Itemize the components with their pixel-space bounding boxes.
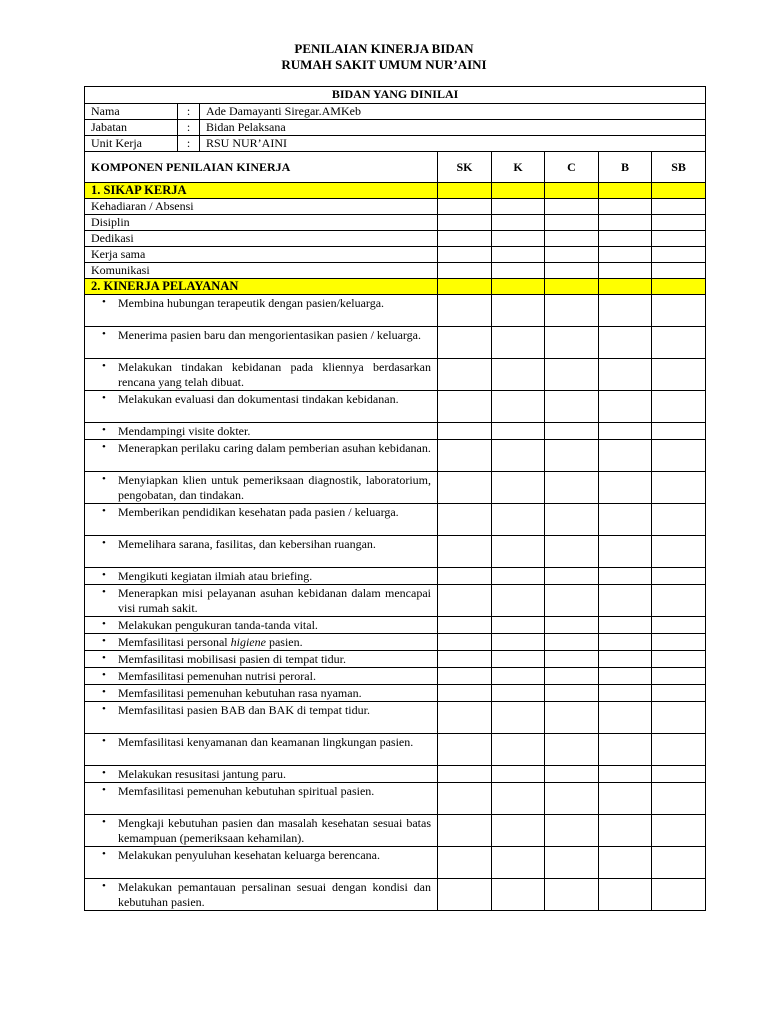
criterion-score-sb[interactable]	[652, 231, 706, 247]
criterion-score-sb[interactable]	[652, 423, 706, 440]
table-row	[85, 423, 706, 440]
section-sikap-kerja-score-cell	[438, 183, 492, 199]
section-sikap-kerja-score-cell	[599, 183, 652, 199]
criterion-score-c[interactable]	[545, 568, 599, 585]
criterion-cell	[85, 634, 438, 651]
criterion-cell	[85, 536, 438, 568]
table-row	[85, 440, 706, 472]
criterion-cell	[85, 391, 438, 423]
criterion-score-sk[interactable]	[438, 472, 492, 504]
assessed-midwife-header: BIDAN YANG DINILAI	[85, 87, 706, 104]
criterion-cell	[85, 879, 438, 911]
criterion-score-sb[interactable]	[652, 617, 706, 634]
bullet-icon: •	[102, 505, 106, 517]
table-row	[85, 847, 706, 879]
section-kinerja-pelayanan-score-cell	[652, 279, 706, 295]
criterion-score-c[interactable]	[545, 585, 599, 617]
criterion-score-sk[interactable]	[438, 423, 492, 440]
criterion-score-sb[interactable]	[652, 702, 706, 734]
criterion-score-sk[interactable]	[438, 199, 492, 215]
criterion-cell	[85, 440, 438, 472]
criterion-score-sb[interactable]	[652, 734, 706, 766]
bullet-icon: •	[102, 441, 106, 453]
criterion-score-b[interactable]	[599, 231, 652, 247]
criterion-score-sb[interactable]	[652, 440, 706, 472]
bullet-icon: •	[102, 296, 106, 308]
table-row	[85, 734, 706, 766]
criterion-label: Memfasilitasi pasien BAB dan BAK di tempat tidur.	[118, 703, 370, 717]
section-kinerja-pelayanan-score-cell	[599, 279, 652, 295]
criterion-score-k[interactable]	[492, 327, 545, 359]
criterion-score-k[interactable]	[492, 634, 545, 651]
criterion-score-k[interactable]	[492, 504, 545, 536]
bullet-icon: •	[102, 586, 106, 598]
criterion-score-sb[interactable]	[652, 685, 706, 702]
criterion-score-sb[interactable]	[652, 568, 706, 585]
table-row	[85, 668, 706, 685]
criterion-score-c[interactable]	[545, 199, 599, 215]
criterion-score-sk[interactable]	[438, 536, 492, 568]
document-subtitle: RUMAH SAKIT UMUM NUR’AINI	[281, 57, 487, 72]
criterion-score-c[interactable]	[545, 231, 599, 247]
criterion-score-b[interactable]	[599, 215, 652, 231]
criterion-score-b[interactable]	[599, 423, 652, 440]
criterion-score-b[interactable]	[599, 568, 652, 585]
criterion-label: Memfasilitasi pemenuhan kebutuhan spiritual pasien.	[118, 784, 375, 798]
position-value: Bidan Pelaksana	[200, 120, 706, 136]
criterion-score-sk[interactable]	[438, 651, 492, 668]
criterion-cell	[85, 668, 438, 685]
position-label: Jabatan	[85, 120, 178, 136]
criterion-score-c[interactable]	[545, 783, 599, 815]
criterion-score-c[interactable]	[545, 359, 599, 391]
criterion-label: Memfasilitasi personal	[118, 635, 231, 649]
bullet-icon: •	[102, 735, 106, 747]
criterion-label: Menerapkan perilaku caring dalam pemberian asuhan kebidanan.	[118, 441, 431, 455]
work-unit-separator: :	[178, 136, 200, 152]
table-row	[85, 879, 706, 911]
criterion-score-sk[interactable]	[438, 634, 492, 651]
criterion-score-b[interactable]	[599, 685, 652, 702]
criterion-score-k[interactable]	[492, 247, 545, 263]
criterion-score-sk[interactable]	[438, 215, 492, 231]
section-kinerja-pelayanan-score-cell	[545, 279, 599, 295]
criterion-score-sk[interactable]	[438, 766, 492, 783]
bullet-icon: •	[102, 392, 106, 404]
table-row	[85, 617, 706, 634]
criterion-score-sk[interactable]	[438, 504, 492, 536]
criterion-cell	[85, 472, 438, 504]
criterion-score-b[interactable]	[599, 391, 652, 423]
bullet-icon: •	[102, 569, 106, 581]
criterion-score-sb[interactable]	[652, 263, 706, 279]
table-row	[85, 391, 706, 423]
criterion-score-c[interactable]	[545, 423, 599, 440]
criterion-cell	[85, 359, 438, 391]
criterion-score-k[interactable]	[492, 879, 545, 911]
criterion-label: Melakukan pengukuran tanda-tanda vital.	[118, 618, 318, 632]
criterion-label: Menerima pasien baru dan mengorientasikan pasien / keluarga.	[118, 328, 422, 342]
criterion-cell	[85, 651, 438, 668]
table-row	[85, 634, 706, 651]
bullet-icon: •	[102, 424, 106, 436]
criterion-score-sk[interactable]	[438, 440, 492, 472]
criterion-score-c[interactable]	[545, 472, 599, 504]
component-header: KOMPONEN PENILAIAN KINERJA	[85, 152, 438, 183]
score-header-b: B	[599, 152, 652, 183]
criterion-score-b[interactable]	[599, 440, 652, 472]
section-sikap-kerja-row	[85, 183, 706, 199]
table-row	[85, 815, 706, 847]
criterion-score-c[interactable]	[545, 617, 599, 634]
criterion-score-sb[interactable]	[652, 847, 706, 879]
criterion-label: Melakukan tindakan kebidanan pada kliennya berdasarkan rencana yang telah dibuat.	[118, 360, 431, 389]
criterion-cell	[85, 568, 438, 585]
position-separator: :	[178, 120, 200, 136]
criterion-score-sk[interactable]	[438, 247, 492, 263]
criterion-label: Mendampingi visite dokter.	[118, 424, 251, 438]
criterion-label: Menyiapkan klien untuk pemeriksaan diagnostik, laboratorium, pengobatan, dan tindakan.	[118, 473, 431, 502]
criterion-score-b[interactable]	[599, 734, 652, 766]
bullet-icon: •	[102, 618, 106, 630]
criterion-score-sb[interactable]	[652, 668, 706, 685]
criterion-score-sk[interactable]	[438, 847, 492, 879]
criterion-score-sk[interactable]	[438, 685, 492, 702]
criterion-score-sk[interactable]	[438, 391, 492, 423]
work-unit-value: RSU NUR’AINI	[200, 136, 706, 152]
criterion-score-sb[interactable]	[652, 815, 706, 847]
bullet-icon: •	[102, 473, 106, 485]
score-header-c: C	[545, 152, 599, 183]
bullet-icon: •	[102, 816, 106, 828]
criterion-score-sb[interactable]	[652, 536, 706, 568]
criterion-score-b[interactable]	[599, 783, 652, 815]
criterion-label: Memfasilitasi kenyamanan dan keamanan lingkungan pasien.	[118, 735, 414, 749]
criterion-cell	[85, 847, 438, 879]
criterion-score-c[interactable]	[545, 847, 599, 879]
bullet-icon: •	[102, 537, 106, 549]
criterion-score-c[interactable]	[545, 668, 599, 685]
criterion-score-k[interactable]	[492, 295, 545, 327]
bullet-icon: •	[102, 784, 106, 796]
criterion-label: Memfasilitasi mobilisasi pasien di tempat tidur.	[118, 652, 346, 666]
bullet-icon: •	[102, 848, 106, 860]
criterion-score-sk[interactable]	[438, 359, 492, 391]
criterion-score-b[interactable]	[599, 504, 652, 536]
criterion-score-k[interactable]	[492, 585, 545, 617]
table-row	[85, 651, 706, 668]
criterion-score-sk[interactable]	[438, 263, 492, 279]
criterion-score-sk[interactable]	[438, 568, 492, 585]
table-row	[85, 231, 706, 247]
criterion-cell	[85, 815, 438, 847]
criterion-score-c[interactable]	[545, 440, 599, 472]
table-row	[85, 295, 706, 327]
criterion-score-c[interactable]	[545, 766, 599, 783]
table-row	[85, 766, 706, 783]
criterion-cell	[85, 585, 438, 617]
criterion-label: pasien.	[265, 635, 303, 649]
criterion-score-k[interactable]	[492, 359, 545, 391]
criterion-score-sb[interactable]	[652, 247, 706, 263]
criterion-score-k[interactable]	[492, 815, 545, 847]
criterion-score-k[interactable]	[492, 685, 545, 702]
criterion-score-sb[interactable]	[652, 651, 706, 668]
criterion-cell	[85, 783, 438, 815]
criterion-label: Memfasilitasi pemenuhan nutrisi peroral.	[118, 669, 316, 683]
criterion-score-sb[interactable]	[652, 634, 706, 651]
criterion-score-k[interactable]	[492, 651, 545, 668]
criterion-score-k[interactable]	[492, 668, 545, 685]
criterion-score-k[interactable]	[492, 215, 545, 231]
table-row	[85, 215, 706, 231]
criterion-score-c[interactable]	[545, 702, 599, 734]
criterion-score-sb[interactable]	[652, 391, 706, 423]
criterion-score-k[interactable]	[492, 231, 545, 247]
table-row	[85, 585, 706, 617]
criterion-score-b[interactable]	[599, 263, 652, 279]
criterion-label: Melakukan penyuluhan kesehatan keluarga berencana.	[118, 848, 380, 862]
score-header-sk: SK	[438, 152, 492, 183]
criterion-score-sb[interactable]	[652, 359, 706, 391]
table-row	[85, 263, 706, 279]
criterion-score-c[interactable]	[545, 391, 599, 423]
criterion-score-sb[interactable]	[652, 327, 706, 359]
criterion-score-c[interactable]	[545, 734, 599, 766]
criterion-label-emphasis: higiene	[230, 635, 266, 649]
criterion-score-sb[interactable]	[652, 199, 706, 215]
criterion-score-k[interactable]	[492, 199, 545, 215]
criterion-score-k[interactable]	[492, 766, 545, 783]
criterion-score-b[interactable]	[599, 815, 652, 847]
criterion-score-k[interactable]	[492, 702, 545, 734]
criterion-score-b[interactable]	[599, 585, 652, 617]
criterion-score-sk[interactable]	[438, 734, 492, 766]
score-header-k: K	[492, 152, 545, 183]
criterion-score-b[interactable]	[599, 702, 652, 734]
criterion-score-b[interactable]	[599, 247, 652, 263]
criterion-score-b[interactable]	[599, 879, 652, 911]
name-separator: :	[178, 104, 200, 120]
criterion-score-sk[interactable]	[438, 879, 492, 911]
criterion-score-b[interactable]	[599, 536, 652, 568]
bullet-icon: •	[102, 360, 106, 372]
criterion-score-k[interactable]	[492, 568, 545, 585]
criterion-label: Membina hubungan terapeutik dengan pasien/keluarga.	[118, 296, 385, 310]
criterion-score-k[interactable]	[492, 423, 545, 440]
criterion-label: Memfasilitasi pemenuhan kebutuhan rasa nyaman.	[118, 686, 362, 700]
criterion-score-c[interactable]	[545, 879, 599, 911]
work-unit-label: Unit Kerja	[85, 136, 178, 152]
table-row	[85, 247, 706, 263]
score-header-sb: SB	[652, 152, 706, 183]
criterion-cell	[85, 327, 438, 359]
criterion-score-k[interactable]	[492, 617, 545, 634]
criterion-label: Kerja sama	[85, 247, 438, 263]
criterion-score-sk[interactable]	[438, 783, 492, 815]
criterion-score-sb[interactable]	[652, 472, 706, 504]
criterion-score-b[interactable]	[599, 634, 652, 651]
section-sikap-kerja-title: 1. SIKAP KERJA	[85, 183, 438, 199]
criterion-score-sb[interactable]	[652, 879, 706, 911]
criterion-score-sb[interactable]	[652, 215, 706, 231]
criterion-label: Menerapkan misi pelayanan asuhan kebidanan dalam mencapai visi rumah sakit.	[118, 586, 431, 615]
criterion-score-sk[interactable]	[438, 702, 492, 734]
criterion-score-c[interactable]	[545, 504, 599, 536]
criterion-score-b[interactable]	[599, 847, 652, 879]
criterion-score-k[interactable]	[492, 391, 545, 423]
criterion-score-k[interactable]	[492, 847, 545, 879]
bullet-icon: •	[102, 635, 106, 647]
criterion-cell	[85, 504, 438, 536]
criterion-cell	[85, 702, 438, 734]
criterion-score-k[interactable]	[492, 734, 545, 766]
table-row	[85, 504, 706, 536]
criterion-score-sk[interactable]	[438, 815, 492, 847]
name-label: Nama	[85, 104, 178, 120]
criterion-score-c[interactable]	[545, 815, 599, 847]
criterion-score-b[interactable]	[599, 617, 652, 634]
bullet-icon: •	[102, 880, 106, 892]
criterion-score-k[interactable]	[492, 472, 545, 504]
criterion-cell	[85, 766, 438, 783]
bullet-icon: •	[102, 652, 106, 664]
criterion-score-sb[interactable]	[652, 766, 706, 783]
bullet-icon: •	[102, 686, 106, 698]
bullet-icon: •	[102, 669, 106, 681]
criterion-score-sb[interactable]	[652, 295, 706, 327]
bullet-icon: •	[102, 703, 106, 715]
criterion-score-c[interactable]	[545, 247, 599, 263]
criterion-score-c[interactable]	[545, 634, 599, 651]
criterion-label: Melakukan pemantauan persalinan sesuai dengan kondisi dan kebutuhan pasien.	[118, 880, 431, 909]
criterion-score-sk[interactable]	[438, 585, 492, 617]
table-row	[85, 568, 706, 585]
criterion-score-k[interactable]	[492, 440, 545, 472]
criterion-label: Komunikasi	[85, 263, 438, 279]
name-value: Ade Damayanti Siregar.AMKeb	[200, 104, 706, 120]
criterion-score-c[interactable]	[545, 263, 599, 279]
criterion-score-k[interactable]	[492, 783, 545, 815]
table-row	[85, 327, 706, 359]
section-kinerja-pelayanan-score-cell	[492, 279, 545, 295]
criterion-cell	[85, 734, 438, 766]
criterion-label: Memberikan pendidikan kesehatan pada pasien / keluarga.	[118, 505, 399, 519]
criterion-score-k[interactable]	[492, 263, 545, 279]
table-row	[85, 472, 706, 504]
criterion-score-sb[interactable]	[652, 504, 706, 536]
criterion-score-sk[interactable]	[438, 295, 492, 327]
table-row	[85, 359, 706, 391]
bullet-icon: •	[102, 767, 106, 779]
criterion-score-k[interactable]	[492, 536, 545, 568]
criterion-label: Mengikuti kegiatan ilmiah atau briefing.	[118, 569, 313, 583]
criterion-score-b[interactable]	[599, 359, 652, 391]
criterion-cell	[85, 685, 438, 702]
criterion-score-c[interactable]	[545, 215, 599, 231]
criterion-score-c[interactable]	[545, 536, 599, 568]
criterion-score-sb[interactable]	[652, 585, 706, 617]
table-row	[85, 199, 706, 215]
criterion-score-c[interactable]	[545, 685, 599, 702]
criterion-label: Kehadiaran / Absensi	[85, 199, 438, 215]
table-row	[85, 536, 706, 568]
criterion-score-sk[interactable]	[438, 617, 492, 634]
criterion-score-b[interactable]	[599, 651, 652, 668]
document-title: PENILAIAN KINERJA BIDAN	[294, 41, 474, 56]
criterion-label: Dedikasi	[85, 231, 438, 247]
criterion-score-sk[interactable]	[438, 327, 492, 359]
criterion-cell	[85, 423, 438, 440]
section-kinerja-pelayanan-row	[85, 279, 706, 295]
criterion-label: Mengkaji kebutuhan pasien dan masalah kesehatan sesuai batas kemampuan (pemeriksaan kehamilan).	[118, 816, 431, 845]
section-kinerja-pelayanan-score-cell	[438, 279, 492, 295]
criterion-label: Melakukan resusitasi jantung paru.	[118, 767, 286, 781]
criterion-score-b[interactable]	[599, 472, 652, 504]
criterion-score-b[interactable]	[599, 199, 652, 215]
table-row	[85, 702, 706, 734]
criterion-label: Disiplin	[85, 215, 438, 231]
criterion-score-c[interactable]	[545, 651, 599, 668]
criterion-score-sk[interactable]	[438, 231, 492, 247]
section-sikap-kerja-score-cell	[492, 183, 545, 199]
table-row	[85, 783, 706, 815]
bullet-icon: •	[102, 328, 106, 340]
assessment-table	[84, 86, 706, 911]
criterion-cell	[85, 295, 438, 327]
criterion-score-c[interactable]	[545, 295, 599, 327]
criterion-label: Memelihara sarana, fasilitas, dan kebersihan ruangan.	[118, 537, 376, 551]
criterion-label: Melakukan evaluasi dan dokumentasi tindakan kebidanan.	[118, 392, 399, 406]
criterion-score-sk[interactable]	[438, 668, 492, 685]
criterion-score-sb[interactable]	[652, 783, 706, 815]
criterion-score-b[interactable]	[599, 327, 652, 359]
criterion-score-b[interactable]	[599, 668, 652, 685]
section-kinerja-pelayanan-title: 2. KINERJA PELAYANAN	[85, 279, 438, 295]
criterion-score-c[interactable]	[545, 327, 599, 359]
section-sikap-kerja-score-cell	[652, 183, 706, 199]
criterion-cell	[85, 617, 438, 634]
section-sikap-kerja-score-cell	[545, 183, 599, 199]
table-row	[85, 685, 706, 702]
criterion-score-b[interactable]	[599, 766, 652, 783]
criterion-score-b[interactable]	[599, 295, 652, 327]
